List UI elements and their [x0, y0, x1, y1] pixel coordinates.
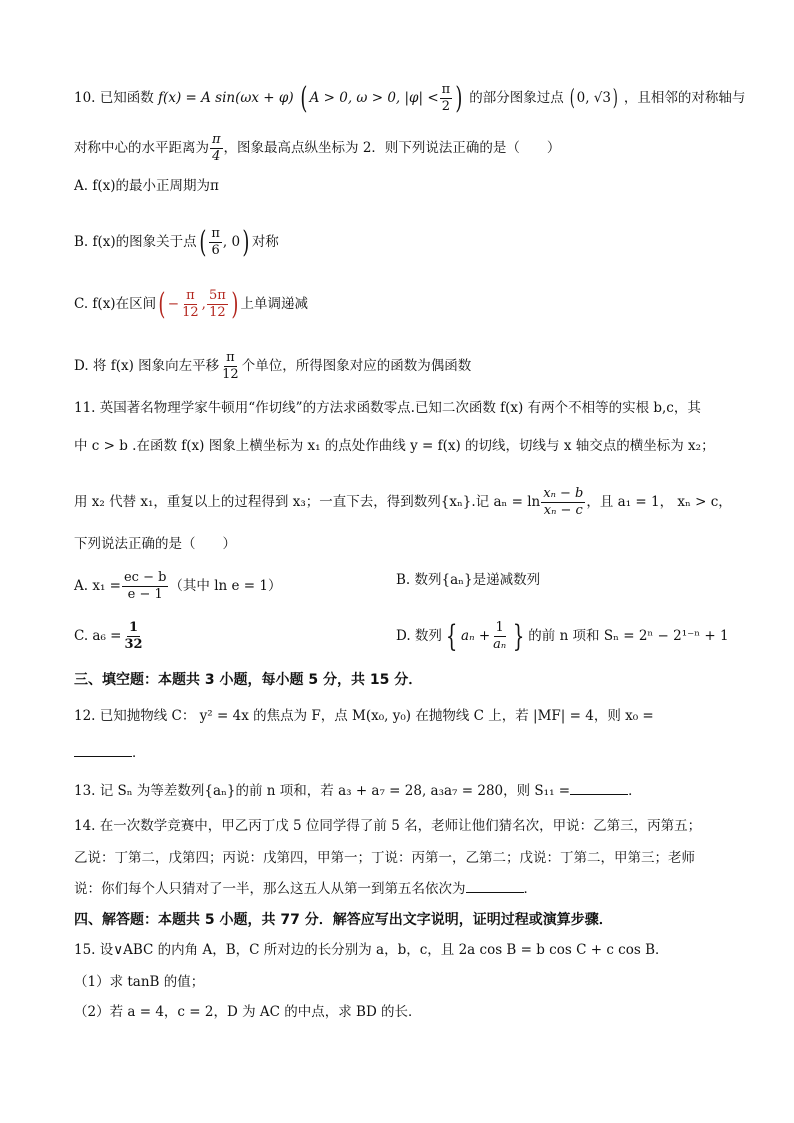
q11-line3-num: xₙ − b: [543, 486, 584, 501]
q10-option-c-prefix: C. f(x)在区间: [74, 296, 157, 312]
q11-option-d: D. 数列 { aₙ + $\frac{1}{\text{aₙ}}$ } 的前 n 项和 Sₙ = 2ⁿ − 2¹⁻ⁿ + 1: [396, 618, 729, 654]
q14-line2-text: 乙说：丁第二，戊第四；丙说：戊第四，甲第一；丁说：丙第一，乙第二；戊说：丁第二，甲第三；老师: [74, 850, 695, 866]
q10-cond-frac-num: π: [441, 82, 451, 97]
q11-line2-text: 中 c > b .在函数 f(x) 图象上横坐标为 x₁ 的点处作曲线 y = f(x) 的切线，切线与 x 轴交点的横坐标为 x₂；: [74, 438, 715, 454]
q10-dist-den: 4: [212, 149, 221, 164]
q11-optb-text: B. 数列{aₙ}是递减数列: [396, 572, 541, 588]
q10-optd-den: 12: [222, 367, 239, 382]
q11-optd-prefix: D. 数列: [396, 628, 442, 644]
q11-line3-prefix: 用 x₂ 代替 x₁，重复以上的过程得到 x₃；一直下去，得到数列{xₙ}.记 aₙ = ln: [74, 494, 541, 510]
q14-line3-suffix: ．: [523, 881, 537, 897]
q10-line2: [74, 132, 560, 165]
q11-option-a: [74, 570, 282, 603]
q15-part2: [74, 1002, 422, 1022]
q11-optc-prefix: C. a₆ =: [74, 628, 122, 644]
q13-suffix: ．: [628, 783, 642, 799]
q15-line1-text: 15. 设∨ABC 的内角 A，B，C 所对边的长分别为 a，b，c，且 2a cos B = b cos C + c cos B．: [74, 942, 669, 958]
q11-opta-num: ec − b: [123, 570, 167, 585]
q10-optc-n1: π: [186, 288, 195, 303]
q10-optc-minus: −: [167, 296, 180, 312]
q11-line4: [74, 534, 236, 554]
q15-part1-text: （1）求 tanB 的值；: [74, 974, 205, 990]
q10-optc-d2: 12: [209, 305, 226, 320]
q11-line3-den: xₙ − c: [543, 503, 583, 518]
q10-option-a-text: A. f(x)的最小正周期为π: [74, 178, 219, 194]
q10-point: 0, √3: [576, 90, 611, 106]
q10-line2-prefix: 对称中心的水平距离为: [74, 140, 209, 156]
q10-optb-num: π: [211, 226, 220, 241]
q13-prefix: 13. 记 Sₙ 为等差数列{aₙ}的前 n 项和，若 a₃ + a₇ = 28, a₃a₇ = 280，则 S₁₁ =: [74, 783, 571, 799]
q10-condition: A > 0, ω > 0, |φ| <: [309, 90, 439, 106]
q10-suffix: ，且相邻的对称轴与: [623, 90, 746, 106]
q10-option-d-suffix: 个单位，所得图象对应的函数为偶函数: [241, 358, 472, 374]
q14-line2: [74, 848, 695, 868]
q12-line1: [74, 706, 654, 726]
q10-option-d-prefix: D. 将 f(x) 图象向左平移: [74, 358, 220, 374]
q10-option-b: B. f(x)的图象关于点( $\frac{\pi}{6}$ , 0) 对称: [74, 224, 279, 260]
q11-optd-suffix: 的前 n 项和 Sₙ = 2ⁿ − 2¹⁻ⁿ + 1: [528, 628, 729, 644]
q11-optc-num: 1: [129, 620, 139, 635]
q10-option-b-prefix: B. f(x)的图象关于点: [74, 234, 197, 250]
q15-part1: [74, 972, 204, 992]
q10-line1: 10. 已知函数 f(x) = A sin(ωx + φ) ( A > 0, ω > 0, |φ| < $\frac{\pi}{2}$ ) 的部分图象过点 ( 0, √3) ，且相邻的对称轴与: [74, 80, 746, 116]
section-4-heading: [74, 910, 613, 930]
q12-line2-end: ．: [132, 745, 146, 761]
q10-option-c-suffix: 上单调递减: [240, 296, 308, 312]
q11-optc-den: 32: [124, 637, 143, 652]
q11-opta-suffix: （其中 ln e = 1）: [169, 578, 282, 594]
q11-option-c: [74, 620, 146, 653]
q13-answer-blank[interactable]: [570, 780, 628, 795]
q14-answer-blank[interactable]: [466, 878, 524, 893]
q10-cond-frac-den: 2: [441, 99, 451, 114]
q10-prefix: 10. 已知函数: [74, 90, 154, 106]
q11-option-b: [396, 570, 540, 590]
section-3-text: 三、填空题：本题共 3 小题，每小题 5 分，共 15 分．: [74, 672, 423, 688]
q10-optc-d1: 12: [182, 305, 199, 320]
q11-optd-den: aₙ: [493, 637, 507, 652]
q10-optb-den: 6: [211, 243, 220, 258]
q13-line: [74, 780, 642, 801]
q10-option-a: [74, 176, 219, 196]
q11-optd-inner: aₙ +: [461, 628, 491, 644]
q15-line1: [74, 940, 669, 960]
q12-answer-blank[interactable]: [74, 742, 132, 757]
q10-function: f(x) = A sin(ωx + φ): [158, 90, 294, 106]
section-3-heading: [74, 670, 422, 690]
q11-line2: [74, 436, 715, 456]
q11-opta-den: e − 1: [127, 587, 163, 602]
q10-optc-n2: 5π: [208, 288, 226, 303]
q10-optd-num: π: [226, 350, 235, 365]
q10-mid-text: 的部分图象过点: [469, 90, 564, 106]
q10-option-b-suffix: 对称: [251, 234, 279, 250]
q11-opta-prefix: A. x₁ =: [74, 578, 121, 594]
q10-dist-num: π: [212, 132, 221, 147]
q11-optd-num: 1: [495, 620, 504, 635]
q14-line3: [74, 878, 537, 899]
q10-optb-after: , 0: [222, 234, 241, 250]
q10-option-c: C. f(x)在区间( − $\frac{\pi}{12}$ , $\frac{5\pi}{12}$ ) 上单调递减: [74, 286, 308, 322]
q11-line3: [74, 486, 732, 519]
q12-line1-text: 12. 已知抛物线 C： y² = 4x 的焦点为 F，点 M(x₀, y₀) 在抛物线 C 上，若 |MF| = 4，则 x₀ =: [74, 708, 654, 724]
q10-line2-suffix: ，图象最高点纵坐标为 2．则下列说法正确的是（ ）: [223, 140, 561, 156]
section-4-text: 四、解答题：本题共 5 小题，共 77 分．解答应写出文字说明，证明过程或演算步骤．: [74, 912, 613, 928]
q14-line3-prefix: 说：你们每个人只猜对了一半，那么这五人从第一到第五名依次为: [74, 881, 466, 897]
q14-line1: [74, 816, 701, 836]
q11-line1-text: 11. 英国著名物理学家牛顿用“作切线”的方法求函数零点.已知二次函数 f(x) 有两个不相等的实根 b,c，其: [74, 400, 701, 416]
q11-line3-suffix: ，且 a₁ = 1， xₙ > c，: [586, 494, 732, 510]
q12-line2: [74, 742, 146, 763]
q11-line1: [74, 398, 701, 418]
q15-part2-text: （2）若 a = 4，c = 2，D 为 AC 的中点，求 BD 的长．: [74, 1004, 422, 1020]
q14-line1-text: 14. 在一次数学竞赛中，甲乙丙丁戊 5 位同学得了前 5 名，老师让他们猜名次，甲说：乙第三，丙第五；: [74, 818, 702, 834]
q10-option-d: [74, 350, 471, 383]
q11-line4-text: 下列说法正确的是（ ）: [74, 536, 236, 552]
